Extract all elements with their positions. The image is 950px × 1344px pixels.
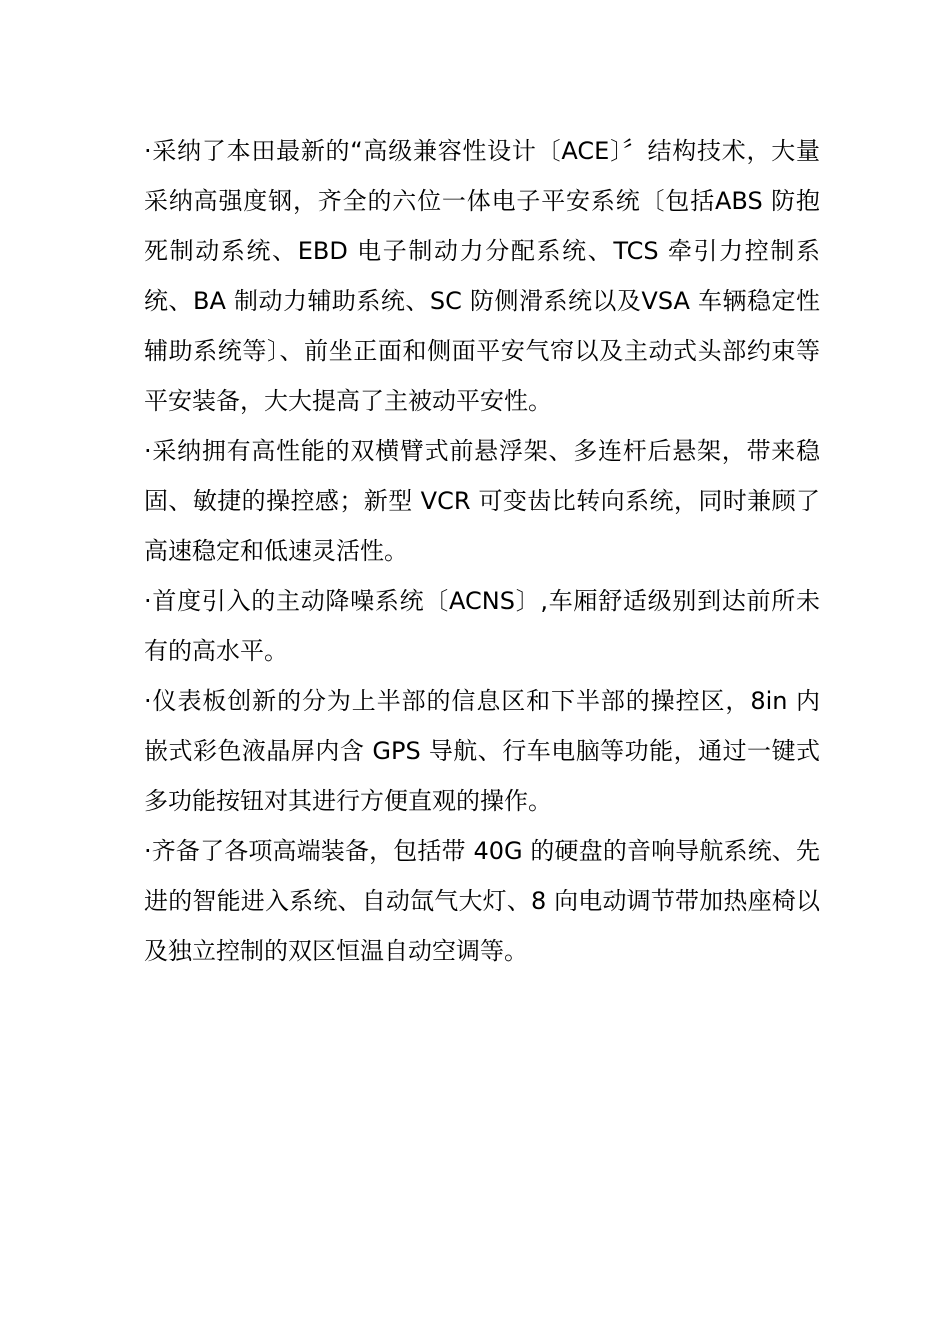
paragraph-dashboard: ·仪表板创新的分为上半部的信息区和下半部的操控区，8in 内嵌式彩色液晶屏内含 GPS 导航、行车电脑等功能，通过一键式多功能按钮对其进行方便直观的操作。 (144, 687, 820, 815)
document-body (144, 126, 820, 976)
paragraph-noise-cancel: ·首度引入的主动降噪系统〔ACNS〕,车厢舒适级别到达前所未有的高水平。 (144, 587, 820, 665)
paragraph-safety: ·采纳了本田最新的“高级兼容性设计〔ACE〕〞结构技术，大量采纳高强度钢，齐全的六位一体电子平安系统〔包括ABS 防抱死制动系统、EBD 电子制动力分配系统、TCS 牵引力控制系统、BA 制动力辅助系统、SC 防侧滑系统以及VSA 车辆稳定性辅助系统等〕、前坐正面和侧面平安气帘以及主动式头部约束等平安装备，大大提高了主被动平安性。 (144, 137, 820, 415)
paragraph-equipment: ·齐备了各项高端装备，包括带 40G 的硬盘的音响导航系统、先进的智能进入系统、自动氙气大灯、8 向电动调节带加热座椅以及独立控制的双区恒温自动空调等。 (144, 837, 820, 965)
paragraph-suspension: ·采纳拥有高性能的双横臂式前悬浮架、多连杆后悬架，带来稳固、敏捷的操控感；新型 VCR 可变齿比转向系统，同时兼顾了高速稳定和低速灵活性。 (144, 437, 820, 565)
